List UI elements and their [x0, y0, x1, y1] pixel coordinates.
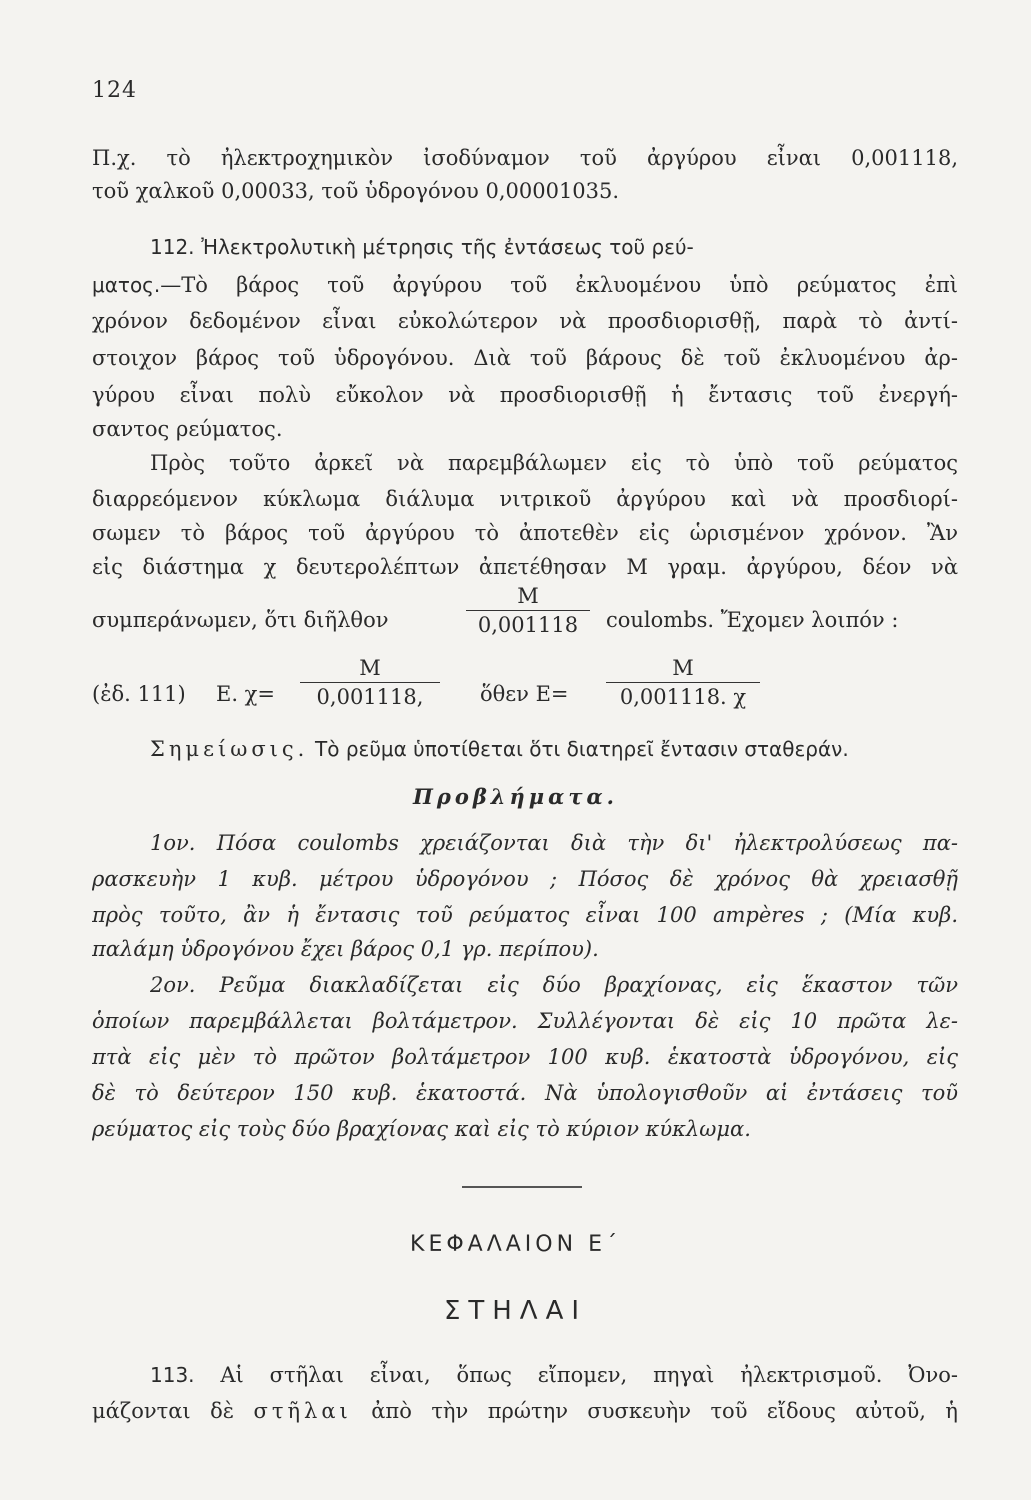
para2-line-2: διαρρεόμενον κύκλωμα διάλυμα νιτρικοῦ ἀργύρου καὶ νὰ προσδιορί-: [92, 487, 958, 511]
section-113-line-2: [92, 1396, 958, 1426]
problem-2-line-2: ὁποίων παρεμβάλλεται βολτάμετρον. Συλλέγονται δὲ εἰς 10 πρῶτα λε-: [92, 1009, 958, 1033]
fraction-3-numerator: Μ: [672, 656, 694, 680]
section-112-heading: [150, 232, 958, 262]
section-112-line-2: χρόνον δεδομένον εἶναι εὐκολώτερον νὰ προσδιορισθῇ, παρὰ τὸ ἀντί-: [92, 309, 958, 333]
fraction-1-denominator: 0,001118: [477, 613, 579, 637]
problem-2-line-4: δὲ τὸ δεύτερον 150 κυβ. ἑκατοστά. Νὰ ὑπολογισθοῦν αἱ ἐντάσεις τοῦ: [92, 1081, 958, 1105]
section-text: —Τὸ βάρος τοῦ ἀργύρου τοῦ ἐκλυομένου ὑπὸ ρεύματος ἐπὶ: [160, 273, 958, 297]
fraction-3: [606, 656, 760, 709]
intro-line-2: τοῦ χαλκοῦ 0,00033, τοῦ ὑδρογόνου 0,00001035.: [92, 179, 620, 203]
fraction-3-denominator: 0,001118. χ: [619, 685, 747, 709]
fraction-bar: [300, 682, 440, 683]
fraction-1-numerator: Μ: [517, 584, 539, 608]
intro-line-1: Π.χ. τὸ ἠλεκτροχημικὸν ἰσοδύναμον τοῦ ἀργύρου εἶναι 0,001118,: [92, 146, 958, 170]
section-title: Ἠλεκτρολυτικὴ μέτρησις τῆς ἐντάσεως τοῦ ρεύ-: [201, 235, 694, 259]
fraction-2-denominator: 0,001118,: [316, 685, 424, 709]
problem-1-line-1: 1ον. Πόσα coulombs χρειάζονται διὰ τὴν δι' ἠλεκτρολύσεως πα-: [150, 831, 958, 855]
page-number: 124: [92, 78, 137, 103]
section-title-end: ματος.: [92, 273, 161, 297]
section-112-line-4: γύρου εἶναι πολὺ εὔκολον νὰ προσδιορισθῇ ἡ ἔντασις τοῦ ἐνεργή-: [92, 383, 958, 407]
problem-1-line-2: ρασκευὴν 1 κυβ. μέτρου ὑδρογόνου ; Πόσος δὲ χρόνος θὰ χρειασθῇ: [92, 867, 958, 891]
note: [150, 734, 958, 764]
section-number: 113.: [150, 1363, 195, 1387]
fraction-1: [466, 584, 590, 637]
chapter-label: ΚΕΦΑΛΑΙΟΝ Ε΄: [410, 1232, 621, 1257]
emphasized-term: στῆλαι: [253, 1399, 352, 1423]
note-label: Σημείωσις.: [150, 737, 309, 761]
section-text-post: ἀπὸ τὴν πρώτην συσκευὴν τοῦ εἴδους αὐτοῦ, ἡ: [371, 1399, 958, 1423]
conclude-post: coulombs. Ἔχομεν λοιπόν :: [606, 608, 899, 632]
para2-line-1: Πρὸς τοῦτο ἀρκεῖ νὰ παρεμβάλωμεν εἰς τὸ ὑπὸ τοῦ ρεύματος: [150, 451, 958, 475]
para2-line-3: σωμεν τὸ βάρος τοῦ ἀργύρου τὸ ἀποτεθὲν εἰς ὡρισμένον χρόνον. Ἂν: [92, 521, 958, 545]
problem-2-line-5: ρεύματος εἰς τοὺς δύο βραχίονας καὶ εἰς τὸ κύριον κύκλωμα.: [92, 1117, 751, 1141]
section-112-line-5: σαντος ρεύματος.: [92, 417, 283, 441]
problem-2-line-1: 2ον. Ρεῦμα διακλαδίζεται εἰς δύο βραχίονας, εἰς ἕκαστον τῶν: [150, 973, 958, 997]
divider-rule: [462, 1186, 582, 1188]
section-text-pre: μάζονται δὲ: [92, 1399, 235, 1423]
equation-mid: ὅθεν Ε=: [480, 682, 569, 706]
problem-2-line-3: πτὰ εἰς μὲν τὸ πρῶτον βολτάμετρον 100 κυβ. ἑκατοστὰ ὑδρογόνου, εἰς: [92, 1045, 958, 1069]
section-112-line-1: [92, 270, 958, 300]
equation-reference: (ἐδ. 111): [92, 682, 186, 706]
chapter-title: ΣΤΗΛΑΙ: [443, 1296, 588, 1326]
fraction-bar: [466, 610, 590, 611]
conclude-pre: συμπεράνωμεν, ὅτι διῆλθον: [92, 608, 389, 632]
section-number: 112.: [150, 235, 195, 259]
section-112-line-3: στοιχον βάρος τοῦ ὑδρογόνου. Διὰ τοῦ βάρους δὲ τοῦ ἐκλυομένου ἀρ-: [92, 346, 958, 370]
fraction-bar: [606, 682, 760, 683]
section-text: Αἱ στῆλαι εἶναι, ὅπως εἴπομεν, πηγαὶ ἠλεκτρισμοῦ. Ὀνο-: [220, 1363, 958, 1387]
equation-lhs: Ε. χ=: [216, 682, 276, 706]
problem-1-line-4: παλάμη ὑδρογόνου ἔχει βάρος 0,1 γρ. περίπου).: [92, 937, 599, 961]
problems-title: Προβλήματα.: [413, 784, 618, 809]
section-113-line-1: [150, 1360, 958, 1390]
problem-1-line-3: πρὸς τοῦτο, ἂν ἡ ἔντασις τοῦ ρεύματος εἶναι 100 ampères ; (Μία κυβ.: [92, 903, 958, 927]
note-text: Τὸ ρεῦμα ὑποτίθεται ὅτι διατηρεῖ ἔντασιν σταθεράν.: [315, 737, 849, 761]
fraction-2-numerator: Μ: [359, 656, 381, 680]
fraction-2: [300, 656, 440, 709]
para2-line-4: εἰς διάστημα χ δευτερολέπτων ἀπετέθησαν Μ γραμ. ἀργύρου, δέον νὰ: [92, 555, 958, 579]
